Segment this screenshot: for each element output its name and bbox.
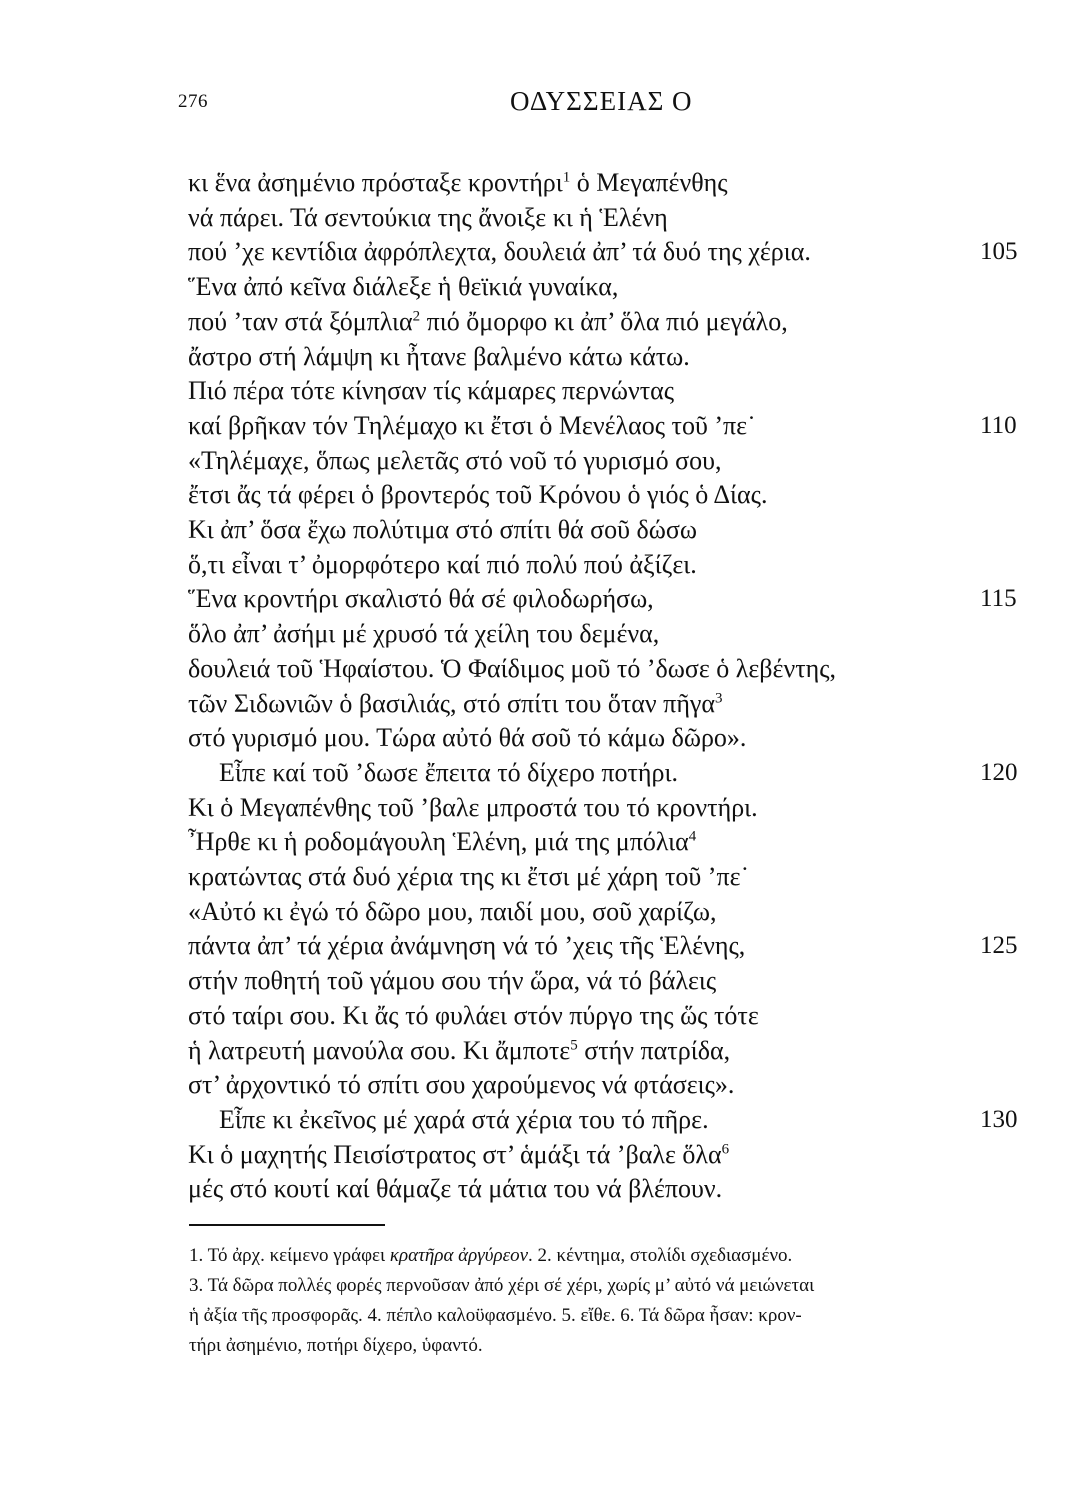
verse-line-text: στό γυρισμό μου. Τώρα αὐτό θά σοῦ τό κάμω δῶρο».: [188, 723, 747, 753]
verse-line: [188, 757, 1018, 787]
verse-line: [188, 653, 988, 683]
verse-line-text: καί βρῆκαν τόν Τηλέμαχο κι ἔτσι ὁ Μενέλαος τοῦ ’πε˙: [188, 410, 756, 440]
line-number: 110: [980, 411, 1017, 439]
verse-line: [188, 170, 988, 196]
verse-line-text: δουλειά τοῦ Ἡφαίστου. Ὁ Φαίδιμος μοῦ τό ’δωσε ὁ λεβέντης,: [188, 653, 837, 683]
verse-line: [188, 968, 988, 994]
footnote-rule: [189, 1224, 385, 1226]
verse-line: [188, 621, 988, 647]
footnote-line: 3. Τά δῶρα πολλές φορές περνοῦσαν ἀπό χέρι σέ χέρι, χωρίς μ’ αὐτό νά μειώνεται: [189, 1275, 815, 1296]
verse-line: [188, 864, 988, 890]
verse-line: [188, 410, 1017, 440]
verse-line-text: ἡ λατρευτή μανούλα σου. Κι ἄμποτε$^5$ στήν πατρίδα,: [188, 1035, 731, 1065]
verse-line: [188, 1104, 1018, 1134]
verse-line-text: τῶν Σιδωνιῶν ὁ βασιλιάς, στό σπίτι του ὅταν πῆγα$^3$: [188, 688, 723, 718]
verse-line-text: πού ’χε κεντίδια ἀφρόπλεχτα, δουλειά ἀπ’ τά δυό της χέρια.: [188, 237, 811, 267]
verse-line-text: στήν ποθητή τοῦ γάμου σου τήν ὥρα, νά τό βάλεις: [188, 966, 717, 996]
verse-line: [188, 1139, 988, 1169]
verse-line-text: Κι ὁ μαχητής Πεισίστρατος στ’ ἁμάξι τά ’βαλε ὅλα$^6$: [188, 1139, 730, 1169]
line-number: 125: [980, 932, 1018, 960]
verse-line: [188, 482, 988, 508]
verse-line-text: μές στό κουτί καί θάμαζε τά μάτια του νά βλέπουν.: [188, 1174, 723, 1204]
footnote-line: ἡ ἀξία τῆς προσφορᾶς. 4. πέπλο καλοϋφασμένο. 5. εἴθε. 6. Τά δῶρα ἦσαν: κρον-: [189, 1305, 802, 1326]
verse-line-text: «Τηλέμαχε, ὅπως μελετᾶς στό νοῦ τό γυρισμό σου,: [188, 445, 722, 475]
verse-line: [188, 725, 988, 751]
verse-line: [188, 792, 988, 822]
verse-line: [188, 931, 1018, 961]
verse-line-text: πού ’ταν στά ξόμπλια$^2$ πιό ὄμορφο κι ἀπ’ ὅλα πιό μεγάλο,: [188, 306, 788, 336]
verse-line-text: «Αὐτό κι ἐγώ τό δῶρο μου, παιδί μου, σοῦ χαρίζω,: [188, 896, 717, 926]
verse-line-text: πάντα ἀπ’ τά χέρια ἀνάμνηση νά τό ’χεις τῆς Ἑλένης,: [188, 931, 746, 961]
verse-line: [188, 1000, 988, 1030]
verse-line: [188, 1072, 988, 1098]
footnote-text: . 2. κέντημα, στολίδι σχεδιασμένο.: [528, 1245, 793, 1266]
verse-line: [188, 306, 988, 336]
line-number: 130: [980, 1105, 1018, 1133]
verse-line: [188, 584, 1017, 614]
verse-line-text: Πιό πέρα τότε κίνησαν τίς κάμαρες περνώντας: [188, 376, 675, 406]
line-number: 105: [980, 238, 1018, 266]
verse-line-text: ἄστρο στή λάμψη κι ἦτανε βαλμένο κάτω κάτω.: [188, 341, 690, 371]
verse-line-text: Ἕνα ἀπό κεῖνα διάλεξε ἡ θεϊκιά γυναίκα,: [188, 272, 619, 302]
verse-line-text: ὅ,τι εἶναι τ’ ὀμορφότερο καί πιό πολύ πού ἀξίζει.: [188, 549, 697, 579]
page-number: 276: [178, 91, 208, 112]
verse-line-text: Κι ὁ Μεγαπένθης τοῦ ’βαλε μπροστά του τό κροντήρι.: [188, 792, 758, 822]
verse-line: [188, 237, 1018, 267]
verse-line: [188, 274, 988, 300]
verse-line: [188, 445, 988, 475]
verse-line-text: κι ἕνα ἀσημένιο πρόσταξε κροντήρι$^1$ ὁ Μεγαπένθης: [188, 168, 728, 197]
verse-line-text: κρατώντας στά δυό χέρια της κι ἔτσι μέ χάρη τοῦ ’πε˙: [188, 862, 750, 891]
footnote-marker: 3: [715, 689, 723, 706]
footnote-line: [189, 1241, 1034, 1271]
verse-line-text: ὅλο ἀπ’ ἀσήμι μέ χρυσό τά χείλη του δεμένα,: [188, 619, 660, 649]
verse-line: [188, 1035, 988, 1065]
footnote-marker: 1: [562, 169, 571, 186]
footnote-marker: 6: [721, 1140, 730, 1157]
verse-line: [188, 517, 988, 543]
verse-line-text: Ἦρθε κι ἡ ροδομάγουλη Ἑλένη, μιά της μπόλια$^4$: [188, 827, 697, 857]
verse-line-text: Ἕνα κροντήρι σκαλιστό θά σέ φιλοδωρήσω,: [188, 584, 654, 614]
footnote-marker: 5: [570, 1036, 578, 1053]
footnotes: [189, 1241, 1034, 1361]
verse-line: [188, 341, 988, 371]
line-number: 120: [980, 758, 1018, 786]
footnote-greek-quote: κρατῆρα ἀργύρεον: [389, 1245, 529, 1266]
verse-line-text: Κι ἀπ’ ὅσα ἔχω πολύτιμα στό σπίτι θά σοῦ δώσω: [188, 515, 698, 544]
line-number: 115: [980, 585, 1017, 613]
verse-line: [188, 202, 988, 232]
footnote-line: τήρι ἀσημένιο, ποτήρι δίχερο, ὑφαντό.: [189, 1335, 483, 1356]
verse-line: [188, 688, 988, 718]
verse-line: [188, 829, 988, 855]
verse-line-text: στ’ ἀρχοντικό τό σπίτι σου χαρούμενος νά φτάσεις».: [188, 1070, 735, 1100]
verse-line-text: ἔτσι ἄς τά φέρει ὁ βροντερός τοῦ Κρόνου ὁ γιός ὁ Δίας.: [188, 480, 768, 510]
verse-line-text: Εἶπε κι ἐκεῖνος μέ χαρά στά χέρια του τό πῆρε.: [219, 1104, 709, 1134]
verse-line: [188, 1176, 988, 1202]
footnote-text: 1. Τό ἀρχ. κείμενο γράφει: [189, 1245, 390, 1266]
footnote-marker: 2: [412, 308, 421, 325]
verse-line: [188, 378, 988, 404]
verse-line-text: νά πάρει. Τά σεντούκια της ἄνοιξε κι ἡ Ἑλένη: [188, 202, 668, 232]
footnote-marker: 4: [688, 828, 697, 845]
verse-line: [188, 549, 988, 579]
verse-line-text: στό ταίρι σου. Κι ἄς τό φυλάει στόν πύργο της ὥς τότε: [188, 1000, 759, 1030]
verse-line: [188, 896, 988, 926]
running-title: ΟΔΥΣΣΕΙΑΣ Ο: [510, 86, 693, 116]
verse-line-text: Εἶπε καί τοῦ ’δωσε ἔπειτα τό δίχερο ποτήρι.: [219, 757, 678, 787]
